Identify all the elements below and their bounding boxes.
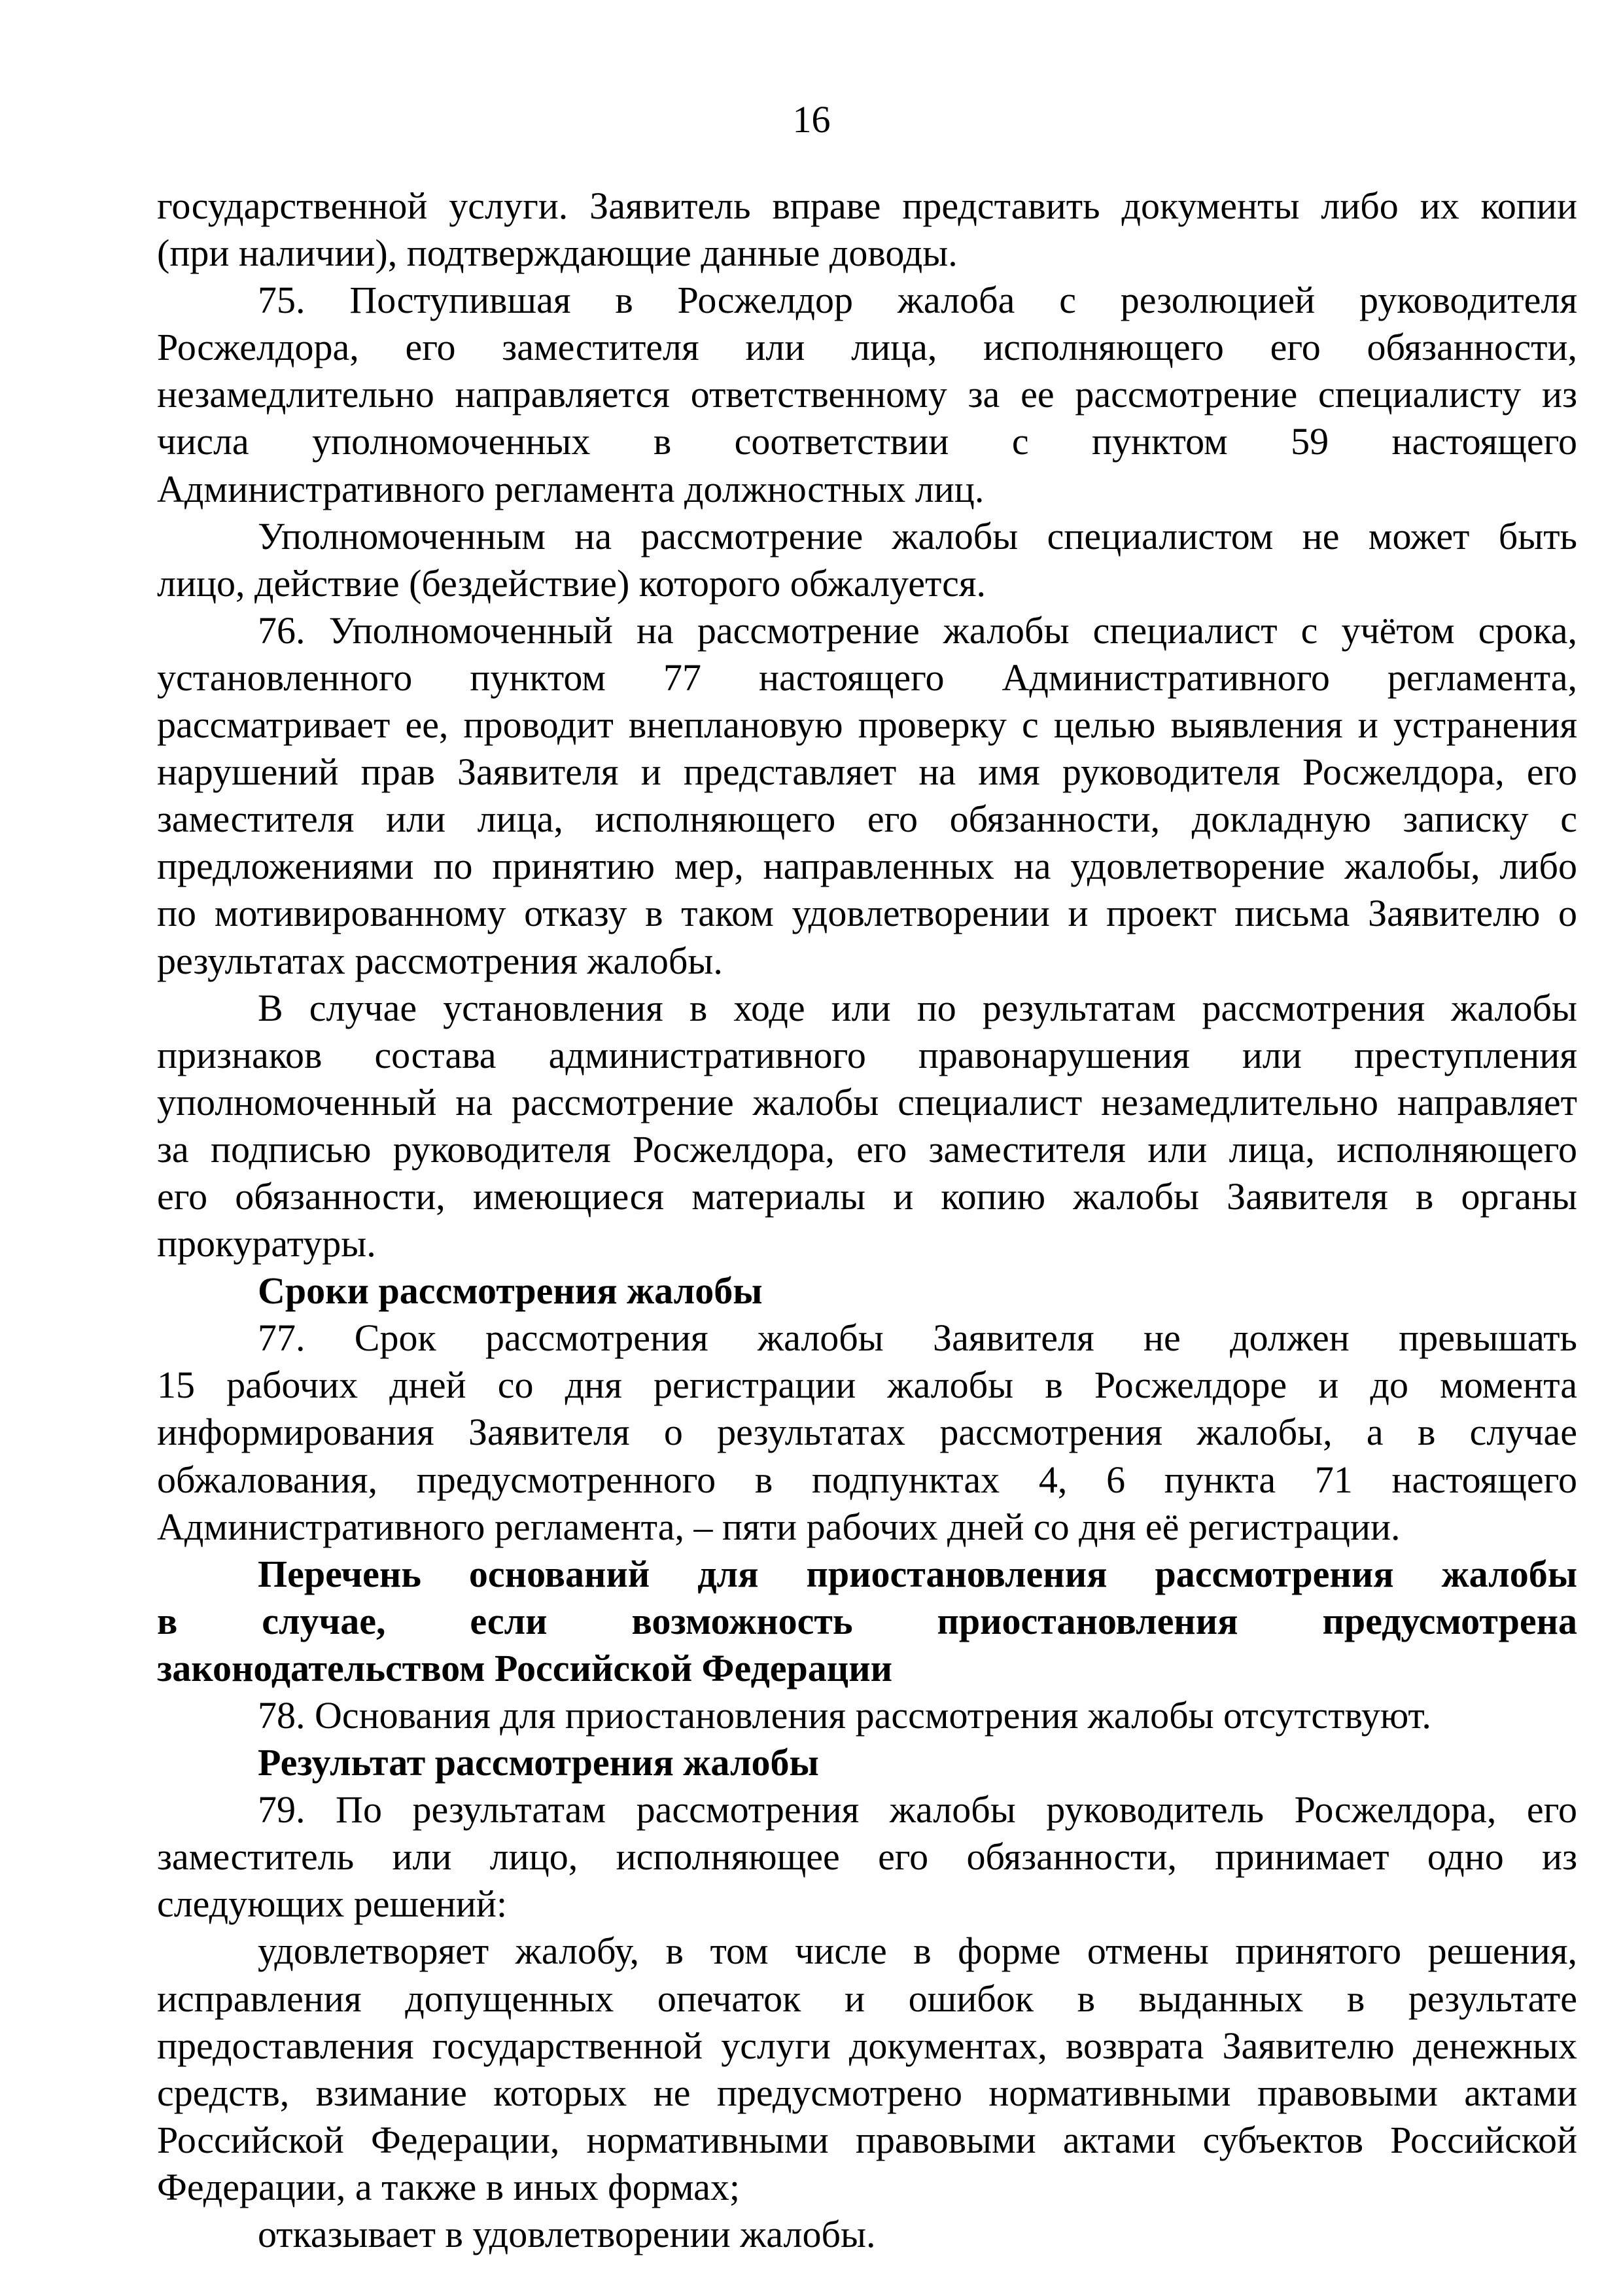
text-line: отказывает в удовлетворении жалобы. xyxy=(258,2213,876,2256)
text-line: уполномоченный на рассмотрение жалобы специалист незамедлительно направляет xyxy=(157,1080,1577,1123)
text-line: В случае установления в ходе или по результатам рассмотрения жалобы xyxy=(258,986,1577,1029)
text-line: удовлетворяет жалобу, в том числе в форме отмены принятого решения, xyxy=(258,1930,1577,1973)
text-line: Уполномоченным на рассмотрение жалобы специалистом не может быть xyxy=(258,514,1577,557)
text-line: рассматривает ее, проводит внеплановую проверку с целью выявления и устранения xyxy=(157,703,1577,747)
section-heading: Результат рассмотрения жалобы xyxy=(258,1741,819,1784)
text-line: обжалования, предусмотренного в подпунктах 4, 6 пункта 71 настоящего xyxy=(157,1458,1577,1501)
text-line: информирования Заявителя о результатах рассмотрения жалобы, а в случае xyxy=(157,1411,1577,1454)
text-line: Административного регламента должностных лиц. xyxy=(157,467,985,510)
text-line: по мотивированному отказу в таком удовлетворении и проект письма Заявителю о xyxy=(157,892,1577,935)
text-line: заместитель или лицо, исполняющее его обязанности, принимает одно из xyxy=(157,1835,1577,1879)
text-line: незамедлительно направляется ответственному за ее рассмотрение специалисту из xyxy=(157,373,1577,416)
text-line: 79. По результатам рассмотрения жалобы руководитель Росжелдора, его xyxy=(258,1788,1577,1831)
text-line: средств, взимание которых не предусмотрено нормативными правовыми актами xyxy=(157,2071,1577,2114)
text-line: результатах рассмотрения жалобы. xyxy=(157,939,723,982)
text-line: за подписью руководителя Росжелдора, его заместителя или лица, исполняющего xyxy=(157,1127,1577,1171)
section-heading: Сроки рассмотрения жалобы xyxy=(258,1269,763,1313)
text-line: числа уполномоченных в соответствии с пунктом 59 настоящего xyxy=(157,420,1577,463)
text-line: следующих решений: xyxy=(157,1882,508,1926)
text-line: Росжелдора, его заместителя или лица, исполняющего его обязанности, xyxy=(157,326,1577,369)
text-line: его обязанности, имеющиеся материалы и копию жалобы Заявителя в органы xyxy=(157,1174,1577,1218)
text-line: лицо, действие (бездействие) которого обжалуется. xyxy=(157,561,986,605)
text-line: признаков состава административного правонарушения или преступления xyxy=(157,1033,1577,1076)
section-heading: законодательством Российской Федерации xyxy=(157,1646,893,1689)
text-line: предложениями по принятию мер, направленных на удовлетворение жалобы, либо xyxy=(157,845,1577,888)
text-line: предоставления государственной услуги документах, возврата Заявителю денежных xyxy=(157,2024,1577,2067)
text-line: 78. Основания для приостановления рассмотрения жалобы отсутствуют. xyxy=(258,1694,1431,1737)
text-line: нарушений прав Заявителя и представляет на имя руководителя Росжелдора, его xyxy=(157,751,1577,794)
text-line: 76. Уполномоченный на рассмотрение жалобы специалист с учётом срока, xyxy=(258,609,1577,652)
text-line: 15 рабочих дней со дня регистрации жалобы в Росжелдоре и до момента xyxy=(157,1364,1577,1407)
section-heading: в случае, если возможность приостановления предусмотрена xyxy=(157,1599,1577,1642)
text-line: заместителя или лица, исполняющего его обязанности, докладную записку с xyxy=(157,798,1577,841)
page-number: 16 xyxy=(792,98,831,141)
text-line: (при наличии), подтверждающие данные доводы. xyxy=(157,232,958,275)
text-line: исправления допущенных опечаток и ошибок в выданных в результате xyxy=(157,1977,1577,2020)
text-line: 77. Срок рассмотрения жалобы Заявителя не должен превышать xyxy=(258,1316,1577,1360)
document-body xyxy=(157,183,1577,2258)
text-line: установленного пунктом 77 настоящего Административного регламента, xyxy=(157,656,1577,699)
text-line: государственной услуги. Заявитель вправе представить документы либо их копии xyxy=(157,185,1577,227)
text-line: Федерации, а также в иных формах; xyxy=(157,2165,740,2208)
text-line: Российской Федерации, нормативными правовыми актами субъектов Российской xyxy=(157,2118,1577,2161)
section-heading: Перечень оснований для приостановления рассмотрения жалобы xyxy=(258,1552,1577,1595)
text-line: прокуратуры. xyxy=(157,1222,376,1265)
text-line: Административного регламента, – пяти рабочих дней со дня её регистрации. xyxy=(157,1505,1401,1548)
text-line: 75. Поступившая в Росжелдор жалоба с резолюцией руководителя xyxy=(258,279,1577,322)
